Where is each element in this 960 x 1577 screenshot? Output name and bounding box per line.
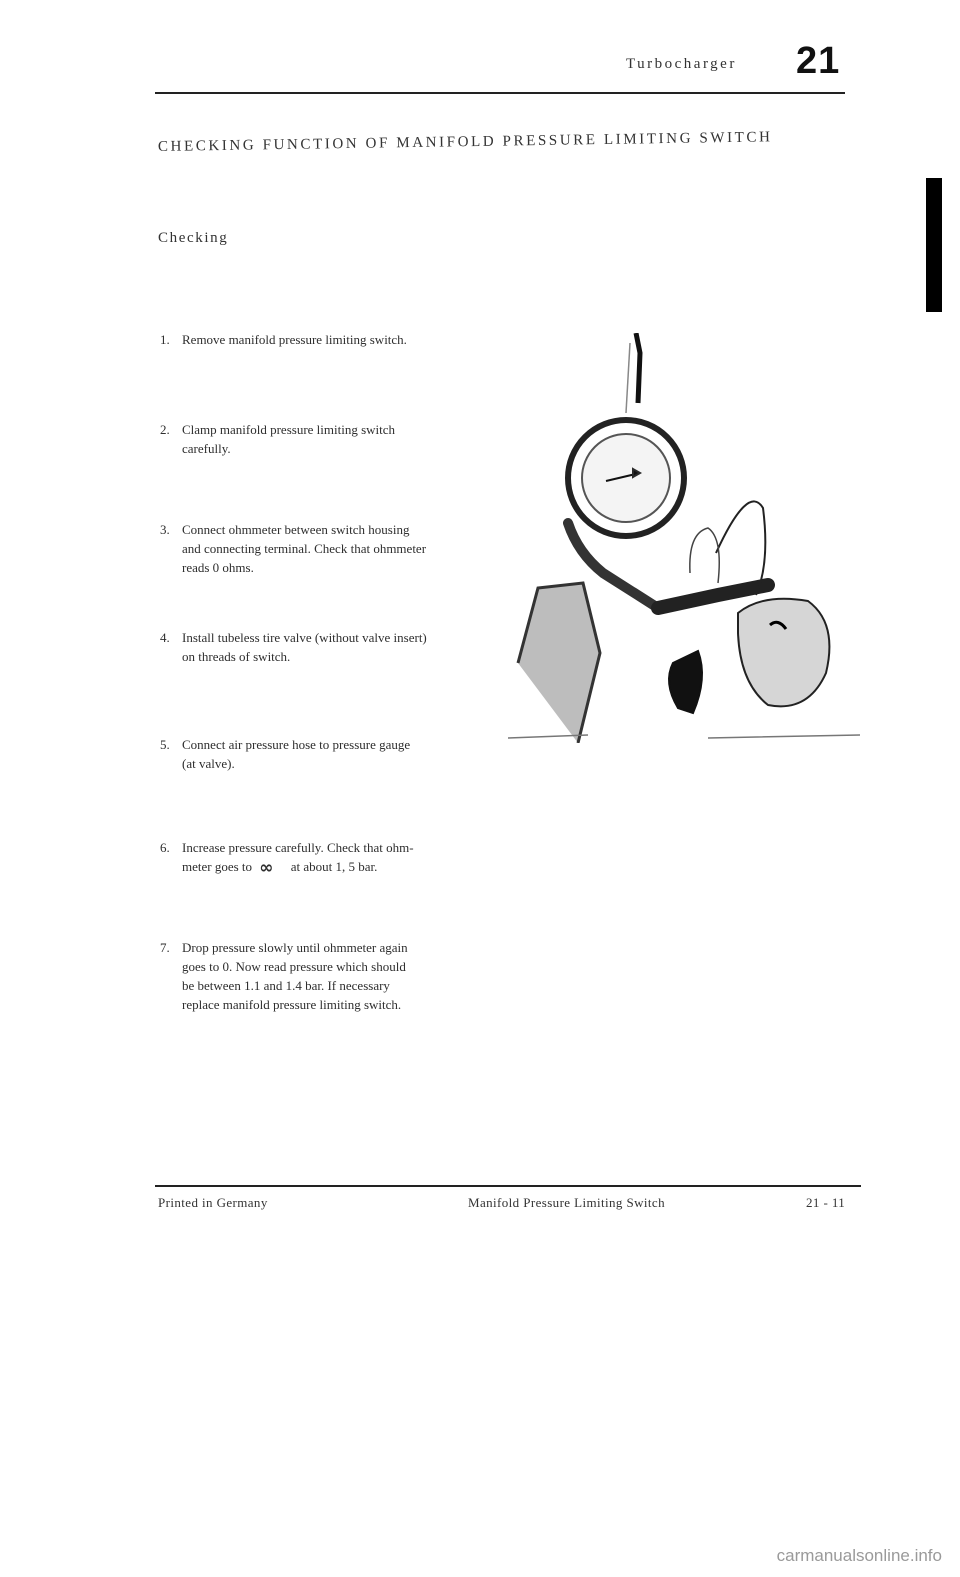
step-number: 3.: [160, 522, 170, 537]
step-item: [160, 838, 510, 879]
watermark: carmanualsonline.info: [776, 1546, 942, 1565]
page-title: CHECKING FUNCTION OF MANIFOLD PRESSURE LIMITING SWITCH: [157, 129, 773, 155]
step-number: 6.: [160, 840, 170, 855]
footer-center: Manifold Pressure Limiting Switch: [468, 1195, 665, 1210]
step-text: goes to 0. Now read pressure which should: [182, 959, 406, 974]
step-text-pre: meter goes to: [182, 859, 253, 874]
step-number: 4.: [160, 630, 170, 645]
step-item: [160, 520, 510, 577]
step-text: Connect air pressure hose to pressure gauge: [182, 737, 411, 752]
step-text: and connecting terminal. Check that ohmmeter: [182, 541, 427, 556]
step-text: replace manifold pressure limiting switch.: [182, 997, 402, 1012]
header-section-number: 21: [796, 40, 841, 82]
step-item: [160, 628, 510, 666]
step-text-with-symbol: [182, 857, 510, 879]
step-text: Install tubeless tire valve (without valve insert): [182, 630, 427, 645]
header-divider: [155, 92, 845, 94]
step-text: reads 0 ohms.: [182, 560, 254, 575]
step-text: Clamp manifold pressure limiting switch: [182, 422, 396, 437]
step-text: be between 1.1 and 1.4 bar. If necessary: [182, 978, 390, 993]
step-number: 5.: [160, 737, 170, 752]
step-text: Remove manifold pressure limiting switch.: [182, 332, 407, 347]
section-thumb-tab: [926, 178, 942, 312]
step-item: [160, 735, 510, 773]
subheading: Checking: [158, 230, 229, 246]
header-section-name: Turbocharger: [626, 56, 737, 72]
step-text: Increase pressure carefully. Check that ohm-: [182, 840, 414, 855]
step-item: [160, 330, 510, 349]
footer-page-number: 21 - 11: [806, 1195, 846, 1210]
step-text: on threads of switch.: [182, 649, 291, 664]
step-number: 1.: [160, 332, 170, 347]
step-number: 7.: [160, 940, 170, 955]
step-text: Connect ohmmeter between switch housing: [182, 522, 410, 537]
infinity-symbol: ∞: [259, 858, 274, 879]
step-number: 2.: [160, 422, 170, 437]
step-text-post: at about 1, 5 bar.: [290, 859, 378, 874]
gauge-switch-photo: [508, 333, 860, 743]
footer-left: Printed in Germany: [158, 1195, 268, 1210]
step-text: carefully.: [182, 441, 231, 456]
step-text: (at valve).: [182, 756, 235, 771]
footer-divider: [155, 1185, 861, 1187]
step-item: [160, 938, 510, 1014]
step-text: Drop pressure slowly until ohmmeter again: [182, 940, 408, 955]
step-item: [160, 420, 510, 458]
